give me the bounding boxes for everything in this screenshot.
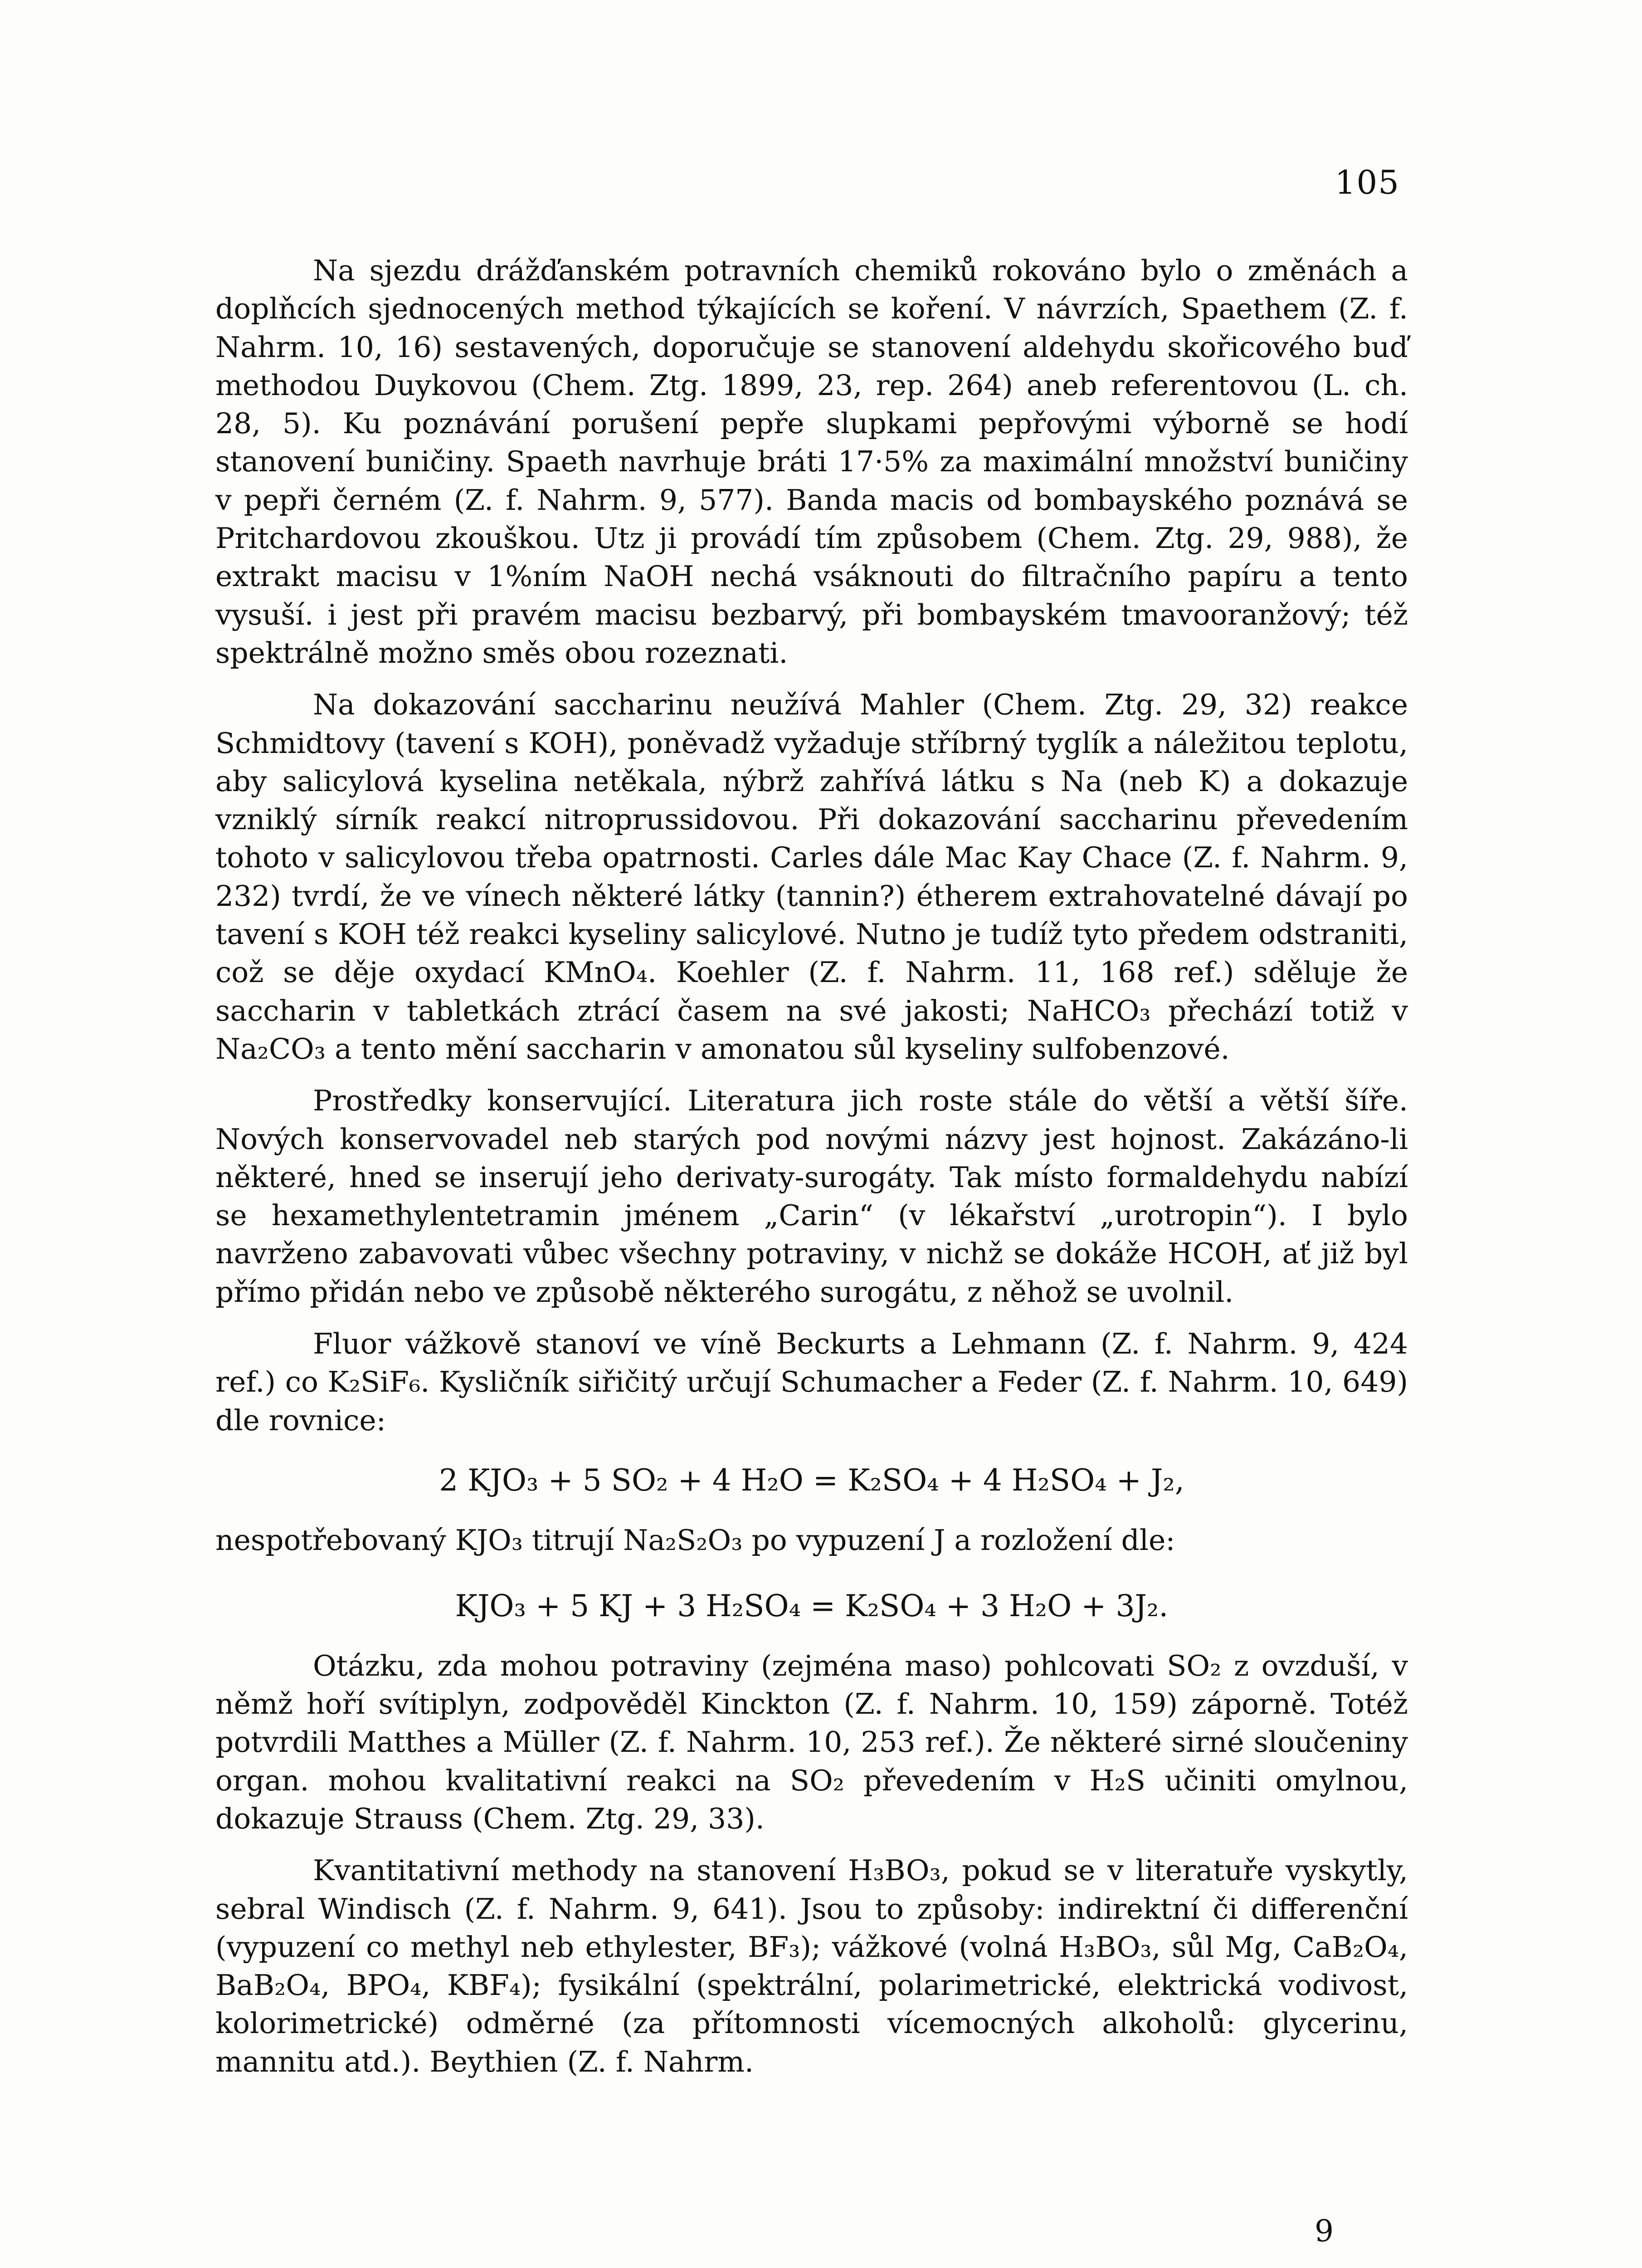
paragraph-saccharin: Na dokazování saccharinu neužívá Mahler (Chem. Ztg. 29, 32) reakce Schmidtovy (tavení s KOH), poněvadž vyžaduje stříbrný tyglík a náležitou teplotu, aby salicylová kyselina netěkala, nýbrž zahřívá látku s Na (neb K) a dokazuje vzniklý sírník reakcí nitroprussidovou. Při dokazování saccharinu převedením tohoto v salicylovou třeba opatrnosti. Carles dále Mac Kay Chace (Z. f. Nahrm. 9, 232) tvrdí, že ve vínech některé látky (tannin?) étherem extrahovatelné dávají po tavení s KOH též reakci kyseliny salicylové. Nutno je tudíž tyto předem odstraniti, což se děje oxydací KMnO₄. Koehler (Z. f. Nahrm. 11, 168 ref.) sděluje že saccharin v tabletkách ztrácí časem na své jakosti; NaHCO₃ přechází totiž v Na₂CO₃ a tento mění saccharin v amonatou sůl kyseliny sulfobenzové. <box>215 688 1408 1066</box>
paragraph-konservujici: Prostředky konservující. Literatura jich roste stále do větší a větší šíře. Nových konservovadel neb starých pod novými názvy jest hojnost. Zakázáno-li některé, hned se inserují jeho derivaty-surogáty. Tak místo formaldehydu nabízí se hexamethylentetramin jménem „Carin“ (v lékařství „urotropin“). I bylo navrženo zabavovati vůbec všechny potraviny, v nichž se dokáže HCOH, ať již byl přímo přidán nebo ve způsobě některého surogátu, z něhož se uvolnil. <box>215 1084 1408 1309</box>
paragraph-titrace: nespotřebovaný KJO₃ titrují Na₂S₂O₃ po vypuzení J a rozložení dle: <box>215 1524 1175 1557</box>
equation-2: KJO₃ + 5 KJ + 3 H₂SO₄ = K₂SO₄ + 3 H₂O + 3J₂. <box>455 1588 1169 1623</box>
signature-mark: 9 <box>1315 2214 1334 2248</box>
body-text <box>215 252 1408 2095</box>
equation-1: 2 KJO₃ + 5 SO₂ + 4 H₂O = K₂SO₄ + 4 H₂SO₄ + J₂, <box>439 1462 1184 1498</box>
paragraph-so2: Otázku, zda mohou potraviny (zejména maso) pohlcovati SO₂ z ovzduší, v němž hoří svítiplyn, zodpověděl Kinckton (Z. f. Nahrm. 10, 159) záporně. Totéž potvrdili Matthes a Müller (Z. f. Nahrm. 10, 253 ref.). Že některé sirné sloučeniny organ. mohou kvalitativní reakci na SO₂ převedením v H₂S učiniti omylnou, dokazuje Strauss (Chem. Ztg. 29, 33). <box>215 1649 1408 1835</box>
paragraph-fluor: Fluor vážkově stanoví ve víně Beckurts a Lehmann (Z. f. Nahrm. 9, 424 ref.) co K₂SiF₆. Kysličník siřičitý určují Schumacher a Feder (Z. f. Nahrm. 10, 649) dle rovnice: <box>215 1327 1408 1437</box>
paragraph-boric-acid: Kvantitativní methody na stanovení H₃BO₃, pokud se v literatuře vyskytly, sebral Windisch (Z. f. Nahrm. 9, 641). Jsou to způsoby: indirektní či differenční (vypuzení co methyl neb ethylester, BF₃); vážkové (volná H₃BO₃, sůl Mg, CaB₂O₄, BaB₂O₄, BPO₄, KBF₄); fysikální (spektrální, polarimetrické, elektrická vodivost, kolorimetrické) odměrné (za přítomnosti vícemocných alkoholů: glycerinu, mannitu atd.). Beythien (Z. f. Nahrm. <box>215 1854 1408 2078</box>
page-number: 105 <box>1335 163 1400 201</box>
paragraph-koreni: Na sjezdu drážďanském potravních chemiků rokováno bylo o změnách a doplňcích sjednocených method týkajících se koření. V návrzích, Spaethem (Z. f. Nahrm. 10, 16) sestavených, doporučuje se stanovení aldehydu skořicového buď methodou Duykovou (Chem. Ztg. 1899, 23, rep. 264) aneb referentovou (L. ch. 28, 5). Ku poznávání porušení pepře slupkami pepřovými výborně se hodí stanovení buničiny. Spaeth navrhuje bráti 17·5% za maximální množství buničiny v pepři černém (Z. f. Nahrm. 9, 577). Banda macis od bombayského poznává se Pritchardovou zkouškou. Utz ji provádí tím způsobem (Chem. Ztg. 29, 988), že extrakt macisu v 1%ním NaOH nechá vsáknouti do filtračního papíru a tento vysuší. i jest při pravém macisu bezbarvý, při bombayském tmavooranžový; též spektrálně možno směs obou rozeznati. <box>215 254 1408 670</box>
